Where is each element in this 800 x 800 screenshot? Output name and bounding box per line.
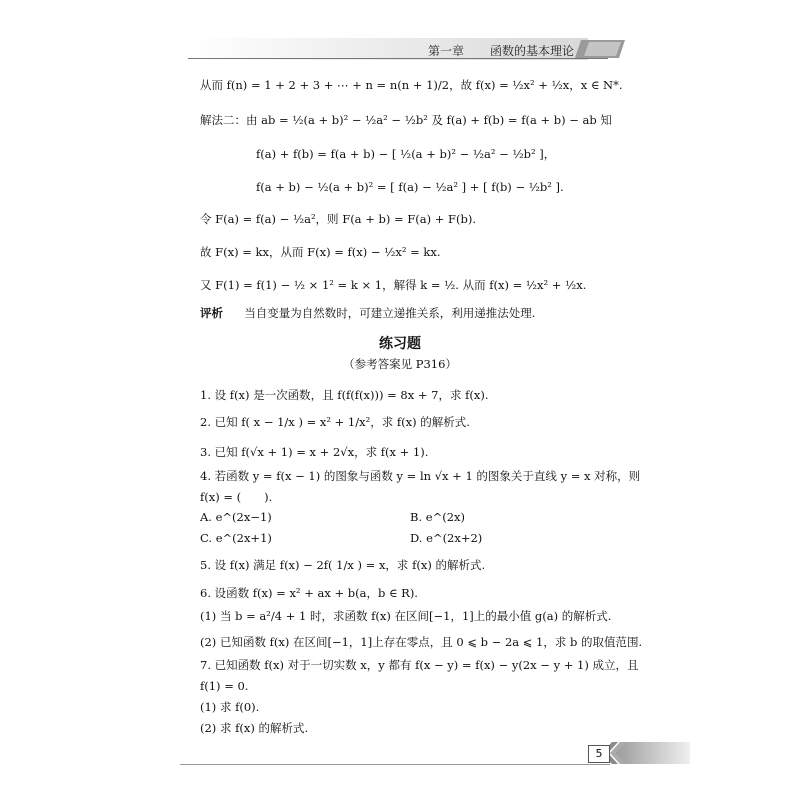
comment xyxy=(200,304,535,322)
header-title: 函数的基本理论 xyxy=(490,44,575,58)
exercise-line: f(x) = ( ). xyxy=(200,490,273,504)
solution-line: 解法二：由 ab = ½(a + b)² − ½a² − ½b² 及 f(a) + f(b) = f(a + b) − ab 知 xyxy=(200,113,612,127)
page-number: 5 xyxy=(588,745,610,763)
header-chapter: 第一章 xyxy=(428,44,465,58)
footer-rule xyxy=(180,764,610,765)
option-a: A. e^(2x−1) xyxy=(200,510,272,524)
exercise-line: 6. 设函数 f(x) = x² + ax + b(a，b ∈ R). xyxy=(200,586,418,600)
exercise-line: 2. 已知 f( x − 1/x ) = x² + 1/x²，求 f(x) 的解析式. xyxy=(200,415,470,429)
exercise-line: 1. 设 f(x) 是一次函数，且 f(f(f(x))) = 8x + 7，求 f(x). xyxy=(200,388,489,402)
exercise-line: (1) 求 f(0). xyxy=(200,700,260,714)
option-d: D. e^(2x+2) xyxy=(410,531,483,545)
exercise-line: (1) 当 b = a²/4 + 1 时，求函数 f(x) 在区间[−1，1]上的最小值 g(a) 的解析式. xyxy=(200,609,612,623)
option-b: B. e^(2x) xyxy=(410,510,465,524)
comment-text: 当自变量为自然数时，可建立递推关系，利用递推法处理. xyxy=(244,306,536,320)
exercise-line: 4. 若函数 y = f(x − 1) 的图象与函数 y = ln √x + 1 的图象关于直线 y = x 对称，则 xyxy=(200,469,641,483)
exercises-subtitle: （参考答案见 P316） xyxy=(343,357,457,371)
solution-line: 故 F(x) = kx，从而 F(x) = f(x) − ½x² = kx. xyxy=(200,245,441,259)
exercise-line: 3. 已知 f(√x + 1) = x + 2√x，求 f(x + 1). xyxy=(200,445,429,459)
footer-chevron-icon xyxy=(600,742,690,764)
exercise-line: 5. 设 f(x) 满足 f(x) − 2f( 1/x ) = x，求 f(x) 的解析式. xyxy=(200,558,486,572)
header-tab-icon xyxy=(575,40,625,58)
solution-line: f(a + b) − ½(a + b)² = [ f(a) − ½a² ] + [ f(b) − ½b² ]. xyxy=(256,180,564,194)
option-c: C. e^(2x+1) xyxy=(200,531,272,545)
solution-line: f(a) + f(b) = f(a + b) − [ ½(a + b)² − ½a² − ½b² ]， xyxy=(256,147,556,161)
exercise-line: f(1) = 0. xyxy=(200,679,249,693)
solution-line: 从而 f(n) = 1 + 2 + 3 + ⋯ + n = n(n + 1)/2，故 f(x) = ½x² + ½x，x ∈ N*. xyxy=(200,78,623,92)
solution-line: 令 F(a) = f(a) − ½a²，则 F(a + b) = F(a) + F(b). xyxy=(200,212,476,226)
exercises-title: 练习题 xyxy=(379,336,421,352)
comment-label: 评析 xyxy=(200,306,223,320)
solution-line: 又 F(1) = f(1) − ½ × 1² = k × 1，解得 k = ½. 从而 f(x) = ½x² + ½x. xyxy=(200,278,587,292)
exercise-line: (2) 求 f(x) 的解析式. xyxy=(200,721,309,735)
exercise-line: (2) 已知函数 f(x) 在区间[−1，1]上存在零点，且 0 ⩽ b − 2a ⩽ 1，求 b 的取值范围. xyxy=(200,635,643,649)
exercise-line: 7. 已知函数 f(x) 对于一切实数 x，y 都有 f(x − y) = f(x) − y(2x − y + 1) 成立，且 xyxy=(200,658,639,672)
